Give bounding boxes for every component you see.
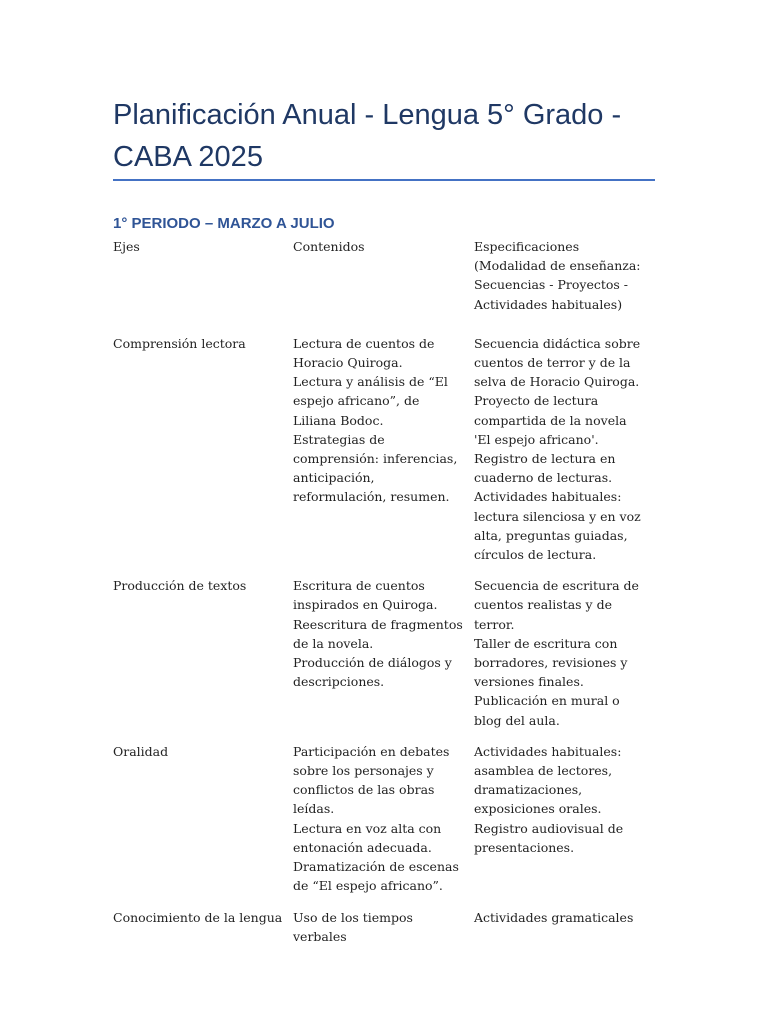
especificacion-item: Secuencia de escritura de cuentos realistas y de terror. [474,578,639,632]
table-header-row [113,237,655,334]
table-row [113,576,655,742]
section-heading: 1° PERIODO – MARZO A JULIO [113,215,335,232]
especificacion-item: Proyecto de lectura compartida de la novela 'El espejo africano'. [474,393,627,447]
cell-especificaciones [474,576,655,742]
contenido-item: Escritura de cuentos inspirados en Quiroga. [293,578,438,613]
cell-contenidos [293,908,474,946]
contenido-item: Lectura en voz alta con entonación adecuada. [293,820,442,855]
especificacion-item: Taller de escritura con borradores, revisiones y versiones finales. [474,635,628,690]
contenido-item: Dramatización de escenas de “El espejo africano”. [293,859,459,894]
planning-table [113,237,655,946]
contenido-item: Uso de los tiempos verbales [293,909,413,944]
especificacion-item: Registro de lectura en cuaderno de lecturas. [474,451,616,486]
cell-especificaciones [474,908,655,946]
especificacion-item: Secuencia didáctica sobre cuentos de terror y de la selva de Horacio Quiroga. [474,335,641,390]
contenido-item: Reescritura de fragmentos de la novela. [293,616,463,651]
especificacion-item: Actividades habituales: lectura silenciosa y en voz alta, preguntas guiadas, círculos de lectura. [474,489,641,563]
cell-contenidos [293,742,474,908]
header-contenidos: Contenidos [293,239,365,254]
contenido-item: Lectura y análisis de “El espejo africano”, de Liliana Bodoc. [293,374,448,428]
cell-especificaciones [474,742,655,908]
header-ejes: Ejes [113,239,140,254]
cell-eje: Oralidad [113,743,169,759]
table-row [113,908,655,946]
cell-contenidos [293,576,474,742]
header-especificaciones: Especificaciones (Modalidad de enseñanza: Secuencias - Proyectos - Actividades habituales) [474,239,641,312]
cell-eje: Comprensión lectora [113,335,246,351]
contenido-item: Participación en debates sobre los personajes y conflictos de las obras leídas. [293,743,450,817]
especificacion-item: Actividades habituales: asamblea de lectores, dramatizaciones, exposiciones orales. [474,743,622,817]
cell-eje: Conocimiento de la lengua [113,909,283,925]
document-title: Planificación Anual - Lengua 5° Grado - CABA 2025 [113,99,622,173]
contenido-item: Producción de diálogos y descripciones. [293,655,452,690]
table-row [113,742,655,908]
cell-eje: Producción de textos [113,578,247,594]
cell-contenidos [293,334,474,576]
cell-especificaciones [474,334,655,576]
contenido-item: Lectura de cuentos de Horacio Quiroga. [293,335,435,371]
especificacion-item: Registro audiovisual de presentaciones. [474,820,624,855]
table-row [113,334,655,576]
contenido-item: Estrategias de comprensión: inferencias, anticipación, reformulación, resumen. [293,431,458,505]
especificacion-item: Publicación en mural o blog del aula. [474,693,620,728]
especificacion-item: Actividades gramaticales [474,909,634,925]
title-underline [113,179,655,181]
